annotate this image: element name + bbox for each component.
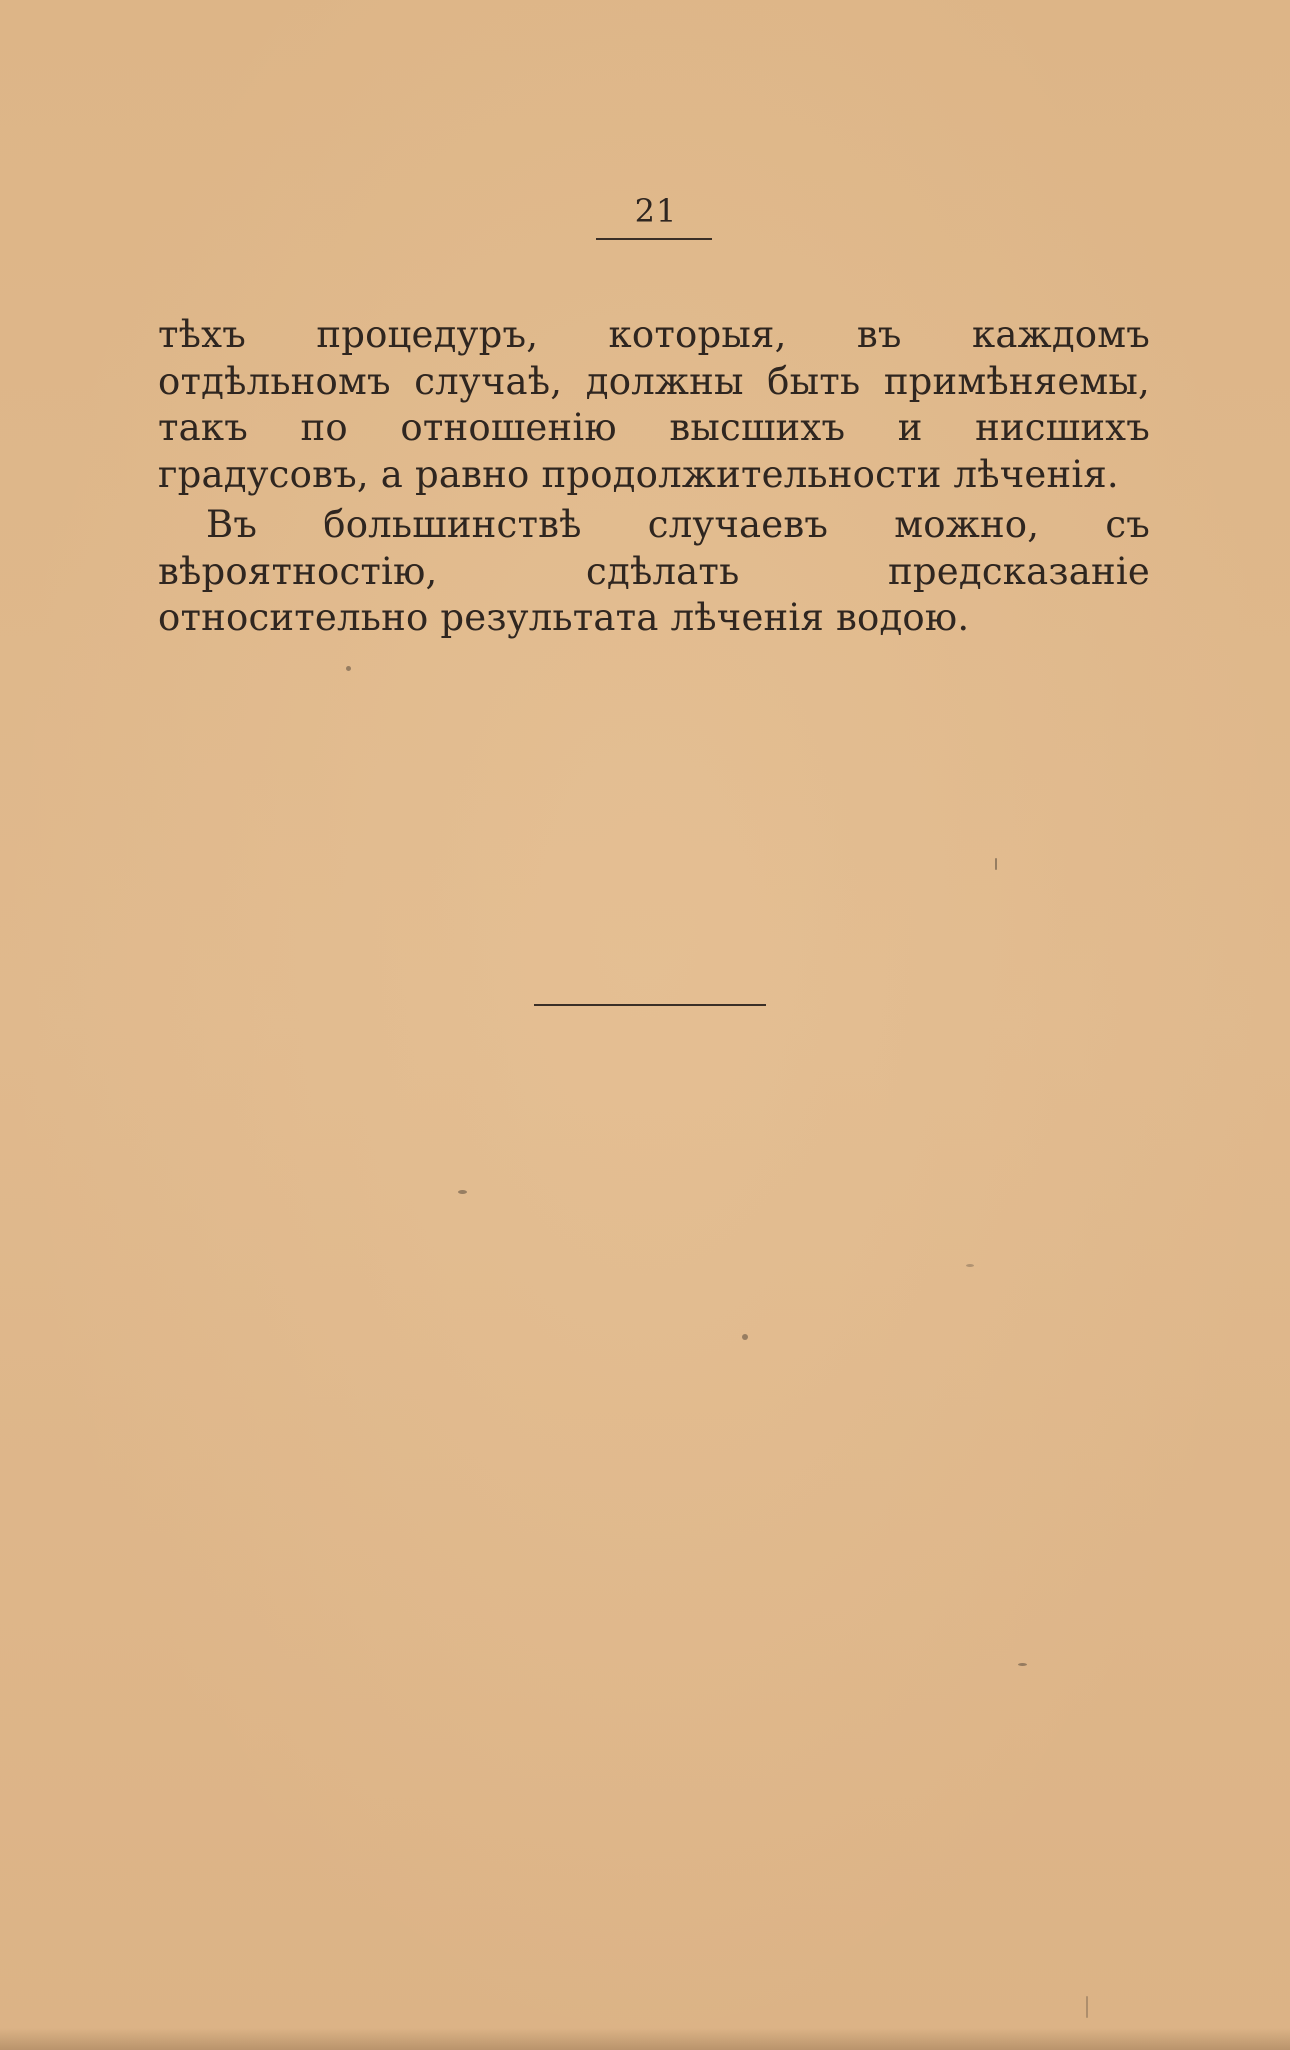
- paper-speck: [1018, 1663, 1027, 1666]
- end-rule: [534, 1004, 766, 1006]
- paragraph-2: Въ большинствѣ случаевъ можно, съ вѣроятностію, сдѣлать предсказаніе относительно результата лѣченія водою.: [158, 503, 1150, 639]
- page-edge-shadow: [0, 2028, 1290, 2050]
- paper-speck: [966, 1264, 974, 1267]
- paper-speck: [995, 858, 997, 870]
- paper-speck: [458, 1190, 467, 1194]
- paper-speck: [346, 666, 351, 671]
- body-text: [158, 312, 1150, 642]
- paper-speck: [742, 1334, 748, 1340]
- header-rule: [596, 238, 712, 240]
- page-number: 21: [634, 192, 678, 230]
- paper-speck: [1086, 1996, 1088, 2018]
- paragraph-1: тѣхъ процедуръ, которыя, въ каждомъ отдѣльномъ случаѣ, должны быть примѣняемы, такъ по отношенію высшихъ и нисшихъ градусовъ, а равно продолжительности лѣченія.: [158, 313, 1150, 496]
